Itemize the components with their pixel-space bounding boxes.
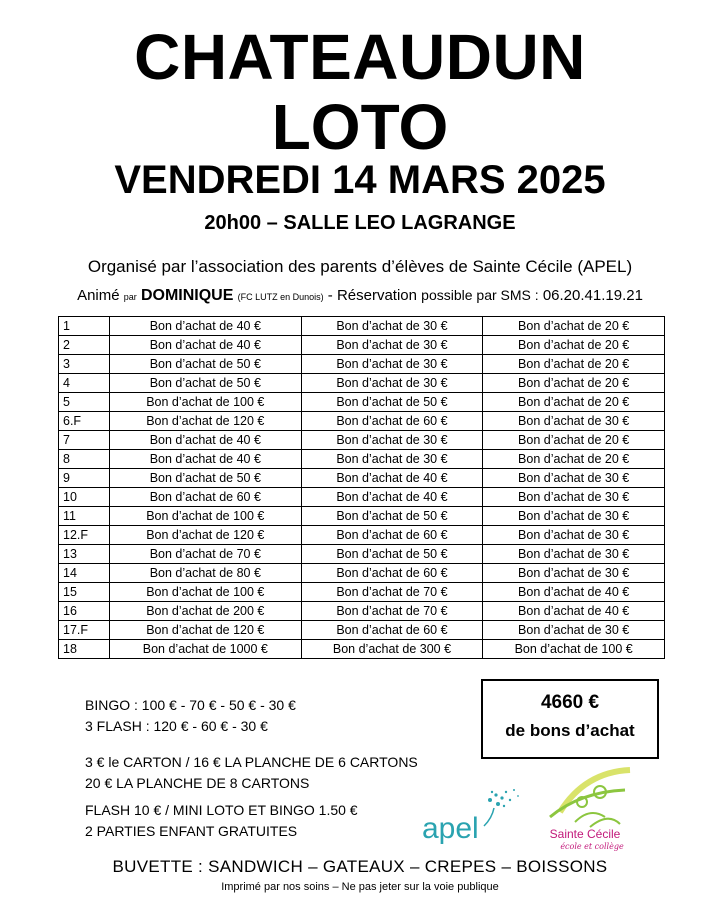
buvette-line: BUVETTE : SANDWICH – GATEAUX – CREPES – BOISSONS: [112, 857, 608, 876]
total-amount: 4660 €: [540, 692, 600, 713]
city-title: CHATEAUDUN: [134, 21, 586, 93]
reservation-method: possible par SMS :: [421, 287, 539, 303]
table-row: [59, 374, 665, 393]
prize-2: Bon d’achat de 30 €: [301, 450, 483, 469]
prize-2: Bon d’achat de 300 €: [301, 640, 483, 659]
prize-3: Bon d’achat de 30 €: [483, 545, 665, 564]
table-row: [59, 621, 665, 640]
prize-2: Bon d’achat de 30 €: [301, 355, 483, 374]
time-place: 20h00 – SALLE LEO LAGRANGE: [204, 212, 516, 234]
school-name: Sainte Cécile: [549, 827, 621, 841]
host-line: [0, 285, 720, 307]
prize-3: Bon d’achat de 30 €: [483, 507, 665, 526]
game-number: 11: [59, 507, 110, 526]
table-row: [59, 526, 665, 545]
prize-1: Bon d’achat de 40 €: [110, 431, 302, 450]
dandelion-icon: [488, 789, 519, 807]
prize-3: Bon d’achat de 20 €: [483, 317, 665, 336]
game-number: 4: [59, 374, 110, 393]
prize-2: Bon d’achat de 60 €: [301, 526, 483, 545]
prize-1: Bon d’achat de 120 €: [110, 621, 302, 640]
printed-notice: Imprimé par nos soins – Ne pas jeter sur la voie publique: [221, 881, 499, 893]
kids-games: 2 PARTIES ENFANT GRATUITES: [85, 823, 298, 839]
game-number: 5: [59, 393, 110, 412]
game-number: 12.F: [59, 526, 110, 545]
game-number: 3: [59, 355, 110, 374]
game-number: 1: [59, 317, 110, 336]
prize-3: Bon d’achat de 20 €: [483, 431, 665, 450]
prize-2: Bon d’achat de 40 €: [301, 469, 483, 488]
apel-text: apel: [422, 812, 479, 845]
table-row: [59, 355, 665, 374]
table-row: [59, 317, 665, 336]
event-title: LOTO: [271, 91, 449, 163]
host-club: (FC LUTZ en Dunois): [237, 292, 324, 302]
flash-prizes: 3 FLASH : 120 € - 60 € - 30 €: [85, 718, 268, 734]
sainte-cecile-logo: [530, 762, 640, 854]
prize-table: [58, 316, 665, 659]
phone-number: 06.20.41.19.21: [542, 287, 643, 304]
prize-1: Bon d’achat de 100 €: [110, 507, 302, 526]
prize-3: Bon d’achat de 20 €: [483, 393, 665, 412]
prize-1: Bon d’achat de 40 €: [110, 336, 302, 355]
prize-3: Bon d’achat de 20 €: [483, 355, 665, 374]
prize-2: Bon d’achat de 60 €: [301, 564, 483, 583]
prize-2: Bon d’achat de 50 €: [301, 545, 483, 564]
game-number: 18: [59, 640, 110, 659]
prize-1: Bon d’achat de 50 €: [110, 355, 302, 374]
apel-logo: [418, 786, 528, 848]
par-label: par: [123, 292, 137, 302]
prize-2: Bon d’achat de 30 €: [301, 336, 483, 355]
school-subtitle: école et collège: [560, 842, 624, 851]
table-row: [59, 336, 665, 355]
table-row: [59, 564, 665, 583]
prize-3: Bon d’achat de 30 €: [483, 412, 665, 431]
game-number: 13: [59, 545, 110, 564]
prize-1: Bon d’achat de 120 €: [110, 526, 302, 545]
table-row: [59, 412, 665, 431]
prize-3: Bon d’achat de 20 €: [483, 374, 665, 393]
reservation-label: - Réservation: [327, 287, 417, 304]
prize-2: Bon d’achat de 40 €: [301, 488, 483, 507]
bingo-prizes: BINGO : 100 € - 70 € - 50 € - 30 €: [85, 697, 296, 713]
prize-3: Bon d’achat de 40 €: [483, 583, 665, 602]
prize-1: Bon d’achat de 120 €: [110, 412, 302, 431]
prize-1: Bon d’achat de 60 €: [110, 488, 302, 507]
prize-1: Bon d’achat de 200 €: [110, 602, 302, 621]
prize-2: Bon d’achat de 50 €: [301, 507, 483, 526]
table-row: [59, 602, 665, 621]
prize-3: Bon d’achat de 30 €: [483, 621, 665, 640]
prize-1: Bon d’achat de 70 €: [110, 545, 302, 564]
total-label: de bons d’achat: [505, 721, 635, 740]
prize-2: Bon d’achat de 60 €: [301, 621, 483, 640]
prize-1: Bon d’achat de 100 €: [110, 583, 302, 602]
event-date: VENDREDI 14 MARS 2025: [114, 158, 606, 202]
prize-3: Bon d’achat de 20 €: [483, 450, 665, 469]
game-number: 9: [59, 469, 110, 488]
organizer-line: Organisé par l’association des parents d’élèves de Sainte Cécile (APEL): [87, 257, 633, 276]
prize-3: Bon d’achat de 30 €: [483, 564, 665, 583]
table-row: [59, 469, 665, 488]
prize-1: Bon d’achat de 40 €: [110, 317, 302, 336]
prize-2: Bon d’achat de 60 €: [301, 412, 483, 431]
game-number: 8: [59, 450, 110, 469]
prize-2: Bon d’achat de 70 €: [301, 602, 483, 621]
flash-price: FLASH 10 € / MINI LOTO ET BINGO 1.50 €: [85, 802, 358, 818]
table-row: [59, 431, 665, 450]
prize-1: Bon d’achat de 50 €: [110, 469, 302, 488]
table-row: [59, 583, 665, 602]
carton-price: 3 € le CARTON / 16 € LA PLANCHE DE 6 CARTONS: [85, 754, 418, 770]
total-box: [481, 679, 659, 759]
prize-2: Bon d’achat de 30 €: [301, 317, 483, 336]
game-number: 6.F: [59, 412, 110, 431]
prize-3: Bon d’achat de 100 €: [483, 640, 665, 659]
prize-3: Bon d’achat de 30 €: [483, 469, 665, 488]
anime-label: Animé: [77, 287, 120, 304]
host-name: DOMINIQUE: [140, 287, 234, 304]
prize-2: Bon d’achat de 30 €: [301, 431, 483, 450]
game-number: 2: [59, 336, 110, 355]
prize-1: Bon d’achat de 40 €: [110, 450, 302, 469]
table-row: [59, 488, 665, 507]
game-number: 15: [59, 583, 110, 602]
prize-3: Bon d’achat de 30 €: [483, 526, 665, 545]
planche-price: 20 € LA PLANCHE DE 8 CARTONS: [85, 775, 310, 791]
prize-1: Bon d’achat de 1000 €: [110, 640, 302, 659]
prize-2: Bon d’achat de 70 €: [301, 583, 483, 602]
prize-3: Bon d’achat de 30 €: [483, 488, 665, 507]
prize-3: Bon d’achat de 40 €: [483, 602, 665, 621]
table-row: [59, 640, 665, 659]
prize-1: Bon d’achat de 80 €: [110, 564, 302, 583]
game-number: 17.F: [59, 621, 110, 640]
game-number: 7: [59, 431, 110, 450]
pricing-info: [85, 752, 418, 794]
prize-1: Bon d’achat de 100 €: [110, 393, 302, 412]
table-row: [59, 507, 665, 526]
table-row: [59, 545, 665, 564]
game-number: 10: [59, 488, 110, 507]
prize-2: Bon d’achat de 30 €: [301, 374, 483, 393]
table-row: [59, 393, 665, 412]
prize-2: Bon d’achat de 50 €: [301, 393, 483, 412]
game-number: 16: [59, 602, 110, 621]
prize-1: Bon d’achat de 50 €: [110, 374, 302, 393]
bingo-info: [85, 695, 296, 737]
figures-icon: [550, 770, 630, 827]
prize-3: Bon d’achat de 20 €: [483, 336, 665, 355]
table-row: [59, 450, 665, 469]
extras-info: [85, 800, 358, 842]
game-number: 14: [59, 564, 110, 583]
